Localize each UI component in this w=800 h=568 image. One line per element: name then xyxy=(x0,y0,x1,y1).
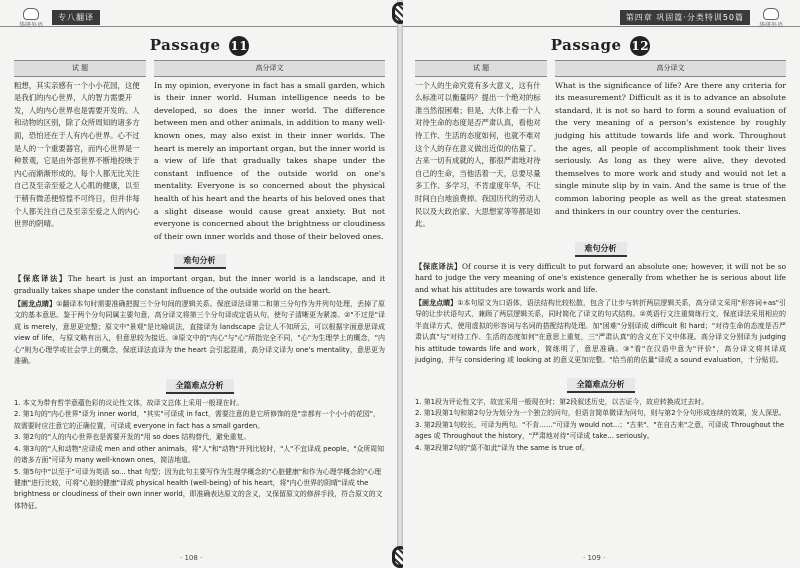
passage-label: Passage xyxy=(149,36,221,54)
source-heading: 试 题 xyxy=(415,60,547,77)
bunny-logo-icon xyxy=(23,8,39,20)
list-item: 4. 第2段第2句的"莫不如此"译为 the same is true of。 xyxy=(415,443,589,452)
bilingual-columns xyxy=(14,60,385,243)
target-column xyxy=(555,60,786,231)
basic-translation xyxy=(415,261,786,296)
passage-title xyxy=(415,36,786,56)
publisher-logo xyxy=(14,8,48,28)
analysis-title-text: 难句分析 xyxy=(174,254,226,269)
basic-label: 【保底译法】 xyxy=(14,274,68,284)
passage-title xyxy=(14,36,385,56)
list-item: 4. 第3句的"人和动物"应译成 men and other animals，将"人"和"动物"并列比较时，"人"不宜译成 people。"众所周知的诸多方面"可译为 many well-known ones，简洁地道。 xyxy=(14,444,385,465)
publisher-logo xyxy=(754,8,788,28)
list-item: 1. 第1段为评论性文字，故宜采用一般现在时；第2段叙述历史，以古证今，故应转换成过去时。 xyxy=(415,398,709,407)
list-item: 1. 本文为带有哲学意蕴色彩的议论性文体，故译文总体上采用一般现在时。 xyxy=(14,399,244,408)
summary-list xyxy=(14,398,385,512)
passage-label: Passage xyxy=(550,36,622,54)
basic-label: 【保底译法】 xyxy=(415,261,462,271)
left-page xyxy=(0,0,397,568)
target-heading: 高分译文 xyxy=(154,60,385,77)
source-text: 粗想，其实亲感有一个小小花园，这便是我们的内心世界，人的智力需要开发，人的内心世界也是需要开发的。人和动物的区别，除了众所周知的诸多方面，恐怕还在于人有内心世界。心不过是人的一个重要器官，而内心世界是一种景观，它是由外部世界不断地投映于内心而渐渐形成的。每个人都无比关注自己及至亲至爱之人心肌的健康，以至于稍有微恙便惊惶不可终日，但并非每个人都关注自己及至亲至爱之人的内心世界的阴晴。 xyxy=(14,80,140,229)
summary-title-text: 全篇难点分析 xyxy=(166,379,234,394)
bunny-logo-icon xyxy=(763,8,779,20)
basic-text: Of course it is very difficult to put forward an absolute one; however, it will not be so hard to judge the very meaning of one's existence generally from whether he is serious about life and what his attitudes are towards work and life. xyxy=(415,261,786,294)
source-column xyxy=(14,60,146,243)
header-rule xyxy=(0,26,397,27)
summary-section-title xyxy=(14,373,385,394)
bilingual-columns xyxy=(415,60,786,231)
analysis-title-text: 难句分析 xyxy=(575,242,627,257)
section-tag: 第四章 巩固篇·分类特训50篇 xyxy=(620,10,750,25)
analysis-section-title xyxy=(415,236,786,257)
list-item: 2. 第1句的"内心世界"译为 inner world，"其实"可译成 in fact，需要注意的是它所修饰的是"亲都有一个小小的花园"，故需要时应注意它的正确位置，可译成 everyone in fact has a small garden。 xyxy=(14,410,380,430)
key-label: 【画龙点睛】 xyxy=(14,299,57,308)
summary-section-title xyxy=(415,372,786,393)
key-text: ①翻译本句时需要准确把握三个分句间的逻辑关系。保底译法译第二和第三分句作为并列句处理，丢掉了原文的基本意思。鉴于两个分句同属主要句意，高分译文将第三个分句译成定语从句，使句子清晰更为紧凑。②"不过是"译成 is merely，意思更完整；原文中"景观"是比喻说法，直接译为 landscape 会让人不知所云，可以根据字面意思译成 view of life，与原文略有出入，但意思较为接近。③原文中的"内心"与"心"所指完全不同，"心"为生理学上的概念，"内心"则为心理学或社会学上的概念，保底译法直译为 the heart 会引起混淆，高分译文译为 one's mentality，意思更为准确。 xyxy=(14,299,386,366)
key-points xyxy=(415,298,786,368)
passage-number: 11 xyxy=(229,36,249,56)
page-number: · 109 · xyxy=(583,554,606,562)
summary-title-text: 全篇难点分析 xyxy=(567,378,635,393)
target-heading: 高分译文 xyxy=(555,60,786,77)
key-label: 【画龙点睛】 xyxy=(415,298,458,307)
page-number: · 108 · xyxy=(180,554,203,562)
right-page xyxy=(403,0,800,568)
basic-translation xyxy=(14,273,385,296)
key-text: ①本句原文为口语体，语法结构比较松散，包含了让步与转折两层逻辑关系，高分译文采用"形容词+as"引导的让步状语句式，兼顾了两层逻辑关系，同时简化了译文的句式结构。②英语行文注重简练行文，保底译法采用相应的半直译方式，使用虚拟的形容词与名词的搭配结构处理。加"困难"分别译成 difficult 和 hard；"对待生命的态度是否严肃认真"与"对待工作、生活的态度如何"在意思上重复，三"严肃认真"的含义在下文中体现。高分译文分别译为 judging his attitude towards life and work，简练明了，意思准确。③"看"在汉语中意为"评价"，高分译文将其译成 judging，并与 considering 或 looking at 的意义更加完整。"给当前的估量"译成 a sound evaluation，十分贴切。 xyxy=(415,298,787,365)
header-rule xyxy=(403,26,800,27)
section-tag: 专八翻译 xyxy=(52,10,100,25)
passage-number: 12 xyxy=(630,36,650,56)
source-text: 一个人的生命究竟有多大意义，这有什么标准可以衡量吗？提出一个绝对的标准当然很困难；但是，大体上看一个人对待生命的态度是否严肃认真，看他对待工作、生活的态度如何，也就不难对这个人的存在意义做出近似的估量了。古来一切有成就的人，都很严肃地对待自己的生命，当他活着一天，总要尽量多工作、多学习，不肯虚度年华，不让时间白白地浪费掉。我国历代的劳动人民以及大政治家、大思想家等等都是如此。 xyxy=(415,80,541,229)
list-item: 3. 第2句的"人的内心世界也是需要开发的"用 so does 结构替代，避免重复。 xyxy=(14,433,251,442)
list-item: 3. 第2段第1句较长，可译为两句。"不肯……"可译为 would not...；"古来"、"在自古来"之意，可译成 Throughout the ages 或 Throughout the history，"严肃地对待"可译成 take... seriously。 xyxy=(415,420,785,441)
key-points xyxy=(14,299,385,369)
list-item: 5. 第5句中"以至于"可译为英语 so... that 句型；因为此句主要写作为生理学概念的"心脏健康"和作为心理学概念的"心理健康"进行比较，可将"心脏的健康"译成 physical health (well-being) of his heart，将"内心世界的阴晴"译成 the brightness or cloudiness of their own inner world，即准确表达原文的含义，又保留原文的修辞手段，符合原文的文体特征。 xyxy=(14,467,383,510)
target-text: What is the significance of life? Are there any criteria for its measurement? Difficult as it is to advance an absolute standard, it is not so hard to form a sound evaluation of the very meaning of a person's existence by roughly judging his attitude towards life and work. Throughout the ages, all people of accomplishment took their lives seriously. As long as they were alive, they devoted themselves to more work and study and would not let a single minute slip by in vain. And the same is true of the common laboring people as well as the great statesmen and thinkers in our country over the centuries. xyxy=(555,80,786,216)
source-column xyxy=(415,60,547,231)
analysis-section-title xyxy=(14,248,385,269)
source-heading: 试 题 xyxy=(14,60,146,77)
target-column xyxy=(154,60,385,243)
list-item: 2. 第1段第1句和第2句分为划分为一个独立的问句，但语言简单微译为问句，则与第2个分句形成连续的效果，发人深思。 xyxy=(415,409,786,418)
summary-list xyxy=(415,397,786,454)
target-text: In my opinion, everyone in fact has a small garden, which is their inner world. Human intelligence needs to be developed, so does the inner world. The difference between men and other animals, in addition to many well-known ones, may also exist in their inner worlds. The heart is merely an important organ, but the inner world is a view of life that gradually takes shape under the constant influence of the outside world on one's mentality. Everyone is so concerned about the physical health of his heart and the hearts of his beloved ones that a slight disease would cause great anxiety. But not everyone is concerned about the brightness or cloudiness of their own inner worlds and those of their beloved ones. xyxy=(154,80,385,241)
basic-text: The heart is just an important organ, but the inner world is a landscape, and it gradually takes shape under the constant influence of the outside world on the heart. xyxy=(14,274,386,295)
